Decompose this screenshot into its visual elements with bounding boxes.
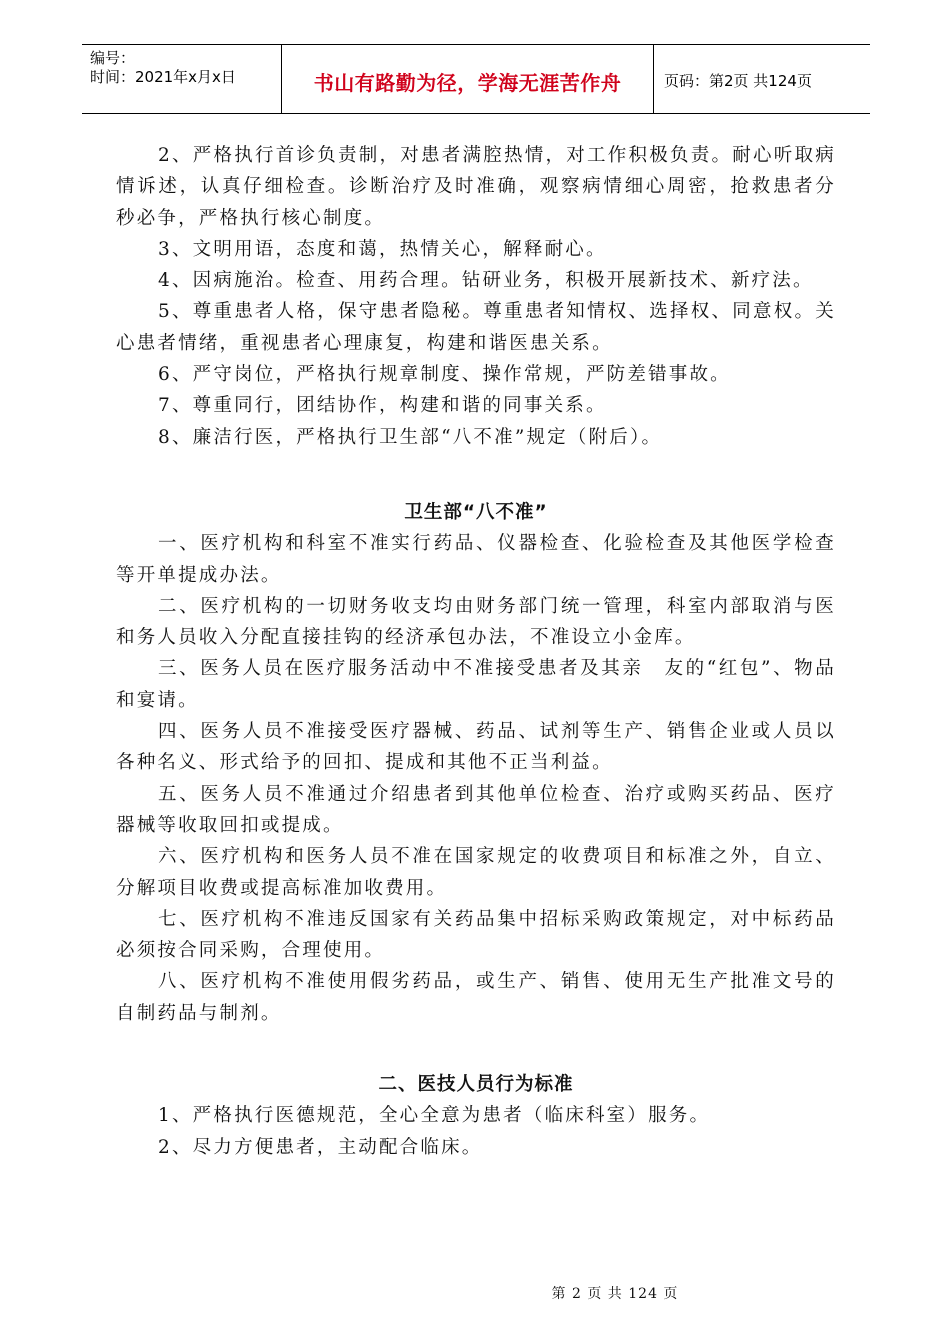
rule-paragraph: 3、文明用语，态度和蔼，热情关心，解释耐心。	[158, 238, 607, 260]
section2-item: 2、尽力方便患者，主动配合临床。	[158, 1136, 483, 1158]
section2-item: 1、严格执行医德规范，全心全意为患者（临床科室）服务。	[158, 1105, 711, 1127]
document-body	[116, 140, 836, 1163]
eight-rules-item: 八、医疗机构不准使用假劣药品，或生产、销售、使用无生产批准文号的自制药品与制剂。	[116, 971, 836, 1024]
document-date: 时间：2021年x月x日	[90, 68, 236, 86]
rule-paragraph: 2、严格执行首诊负责制，对患者满腔热情，对工作积极负责。耐心听取病情诉述，认真仔细检查。诊断治疗及时准确，观察病情细心周密，抢救患者分秒必争，严格执行核心制度。	[116, 145, 836, 229]
header-motto: 书山有路勤为径，学海无涯苦作舟	[313, 70, 622, 95]
rule-paragraph: 8、廉洁行医，严格执行卫生部“八不准”规定（附后）。	[158, 426, 663, 448]
spacer	[116, 453, 836, 497]
eight-rules-item: 三、医务人员在医疗服务活动中不准接受患者及其亲 友的“红包”、物品和宴请。	[116, 658, 836, 711]
page-header	[82, 44, 870, 114]
rule-paragraph: 5、尊重患者人格，保守患者隐秘。尊重患者知情权、选择权、同意权。关心患者情绪，重视患者心理康复，构建和谐医患关系。	[116, 301, 836, 354]
eight-rules-item: 六、医疗机构和医务人员不准在国家规定的收费项目和标准之外，自立、分解项目收费或提高标准加收费用。	[116, 846, 836, 899]
eight-rules-item: 一、医疗机构和科室不准实行药品、仪器检查、化验检查及其他医学检查等开单提成办法。	[116, 533, 836, 586]
rule-paragraph: 6、严守岗位，严格执行规章制度、操作常规，严防差错事故。	[158, 364, 731, 386]
spacer	[116, 1029, 836, 1069]
rule-paragraph: 7、尊重同行，团结协作，构建和谐的同事关系。	[158, 395, 607, 417]
eight-rules-item: 四、医务人员不准接受医疗器械、药品、试剂等生产、销售企业或人员以各种名义、形式给予的回扣、提成和其他不正当利益。	[116, 721, 836, 774]
document-number: 编号：	[90, 49, 136, 67]
rule-paragraph: 4、因病施治。检查、用药合理。钻研业务，积极开展新技术、新疗法。	[158, 270, 814, 292]
section2-title: 二、医技人员行为标准	[378, 1074, 574, 1096]
eight-rules-item: 七、医疗机构不准违反国家有关药品集中招标采购政策规定，对中标药品必须按合同采购，合理使用。	[116, 908, 836, 962]
header-meta	[82, 45, 282, 113]
header-motto-cell	[282, 45, 654, 113]
eight-rules-item: 五、医务人员不准通过介绍患者到其他单位检查、治疗或购买药品、医疗器械等收取回扣或提成。	[116, 783, 836, 836]
page-footer	[0, 1283, 950, 1303]
eight-rules-item: 二、医疗机构的一切财务收支均由财务部门统一管理，科室内部取消与医和务人员收入分配直接挂钩的经济承包办法，不准设立小金库。	[116, 595, 836, 649]
eight-rules-title: 卫生部“八不准”	[404, 501, 548, 523]
header-page-info: 页码：第2页 共124页	[664, 71, 812, 90]
footer-page-number: 第 2 页 共 124 页	[551, 1286, 679, 1302]
